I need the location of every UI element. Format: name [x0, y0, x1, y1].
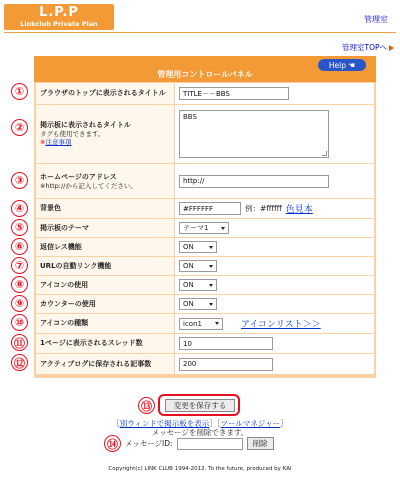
kanrishitsu-link[interactable]: 管理室: [364, 15, 388, 24]
setting-label: 返信レス機能: [36, 238, 174, 256]
setting-row-theme: [36, 219, 374, 237]
setting-row-autolink: [36, 257, 374, 275]
tool-manager-link[interactable]: ツールマネジャー: [220, 419, 281, 428]
counter-select-value: ON: [183, 300, 194, 308]
badge-5: ⑤: [11, 219, 28, 236]
setting-row-counter: [36, 295, 374, 313]
caution-link[interactable]: 注意事項: [45, 138, 72, 146]
setting-label: ブラウザのトップに表示されるタイトル: [36, 83, 174, 104]
logo-subtitle: Linkclub Private Plan: [20, 20, 98, 28]
setting-row-threads-per-page: [36, 334, 374, 353]
setting-label: 掲示板のテーマ: [36, 219, 174, 237]
theme-select[interactable]: [179, 222, 229, 234]
help-button[interactable]: [318, 59, 366, 71]
badge-11: ⑪: [11, 334, 28, 351]
panel-header: [34, 56, 376, 82]
logo[interactable]: [4, 4, 114, 30]
reply-select[interactable]: [179, 241, 217, 253]
setting-row-active-log: [36, 354, 374, 374]
counter-select[interactable]: [179, 298, 217, 310]
badge-7: ⑦: [11, 257, 28, 274]
chevron-down-icon: [215, 322, 219, 325]
save-button[interactable]: 変更を保存する: [165, 399, 235, 412]
bracket-open: ［: [112, 419, 120, 428]
badge-2: ②: [11, 119, 28, 136]
header-divider: [4, 32, 396, 33]
message-id-input[interactable]: [177, 438, 243, 450]
bgcolor-input[interactable]: #FFFFFF: [179, 202, 241, 215]
setting-label: 1ページに表示されるスレッド数: [36, 334, 174, 353]
setting-label: 背景色: [36, 199, 174, 218]
setting-row-board-title: [36, 105, 374, 163]
badge-4: ④: [11, 200, 28, 217]
badge-6: ⑥: [11, 238, 28, 255]
chevron-down-icon: [209, 284, 213, 287]
triangle-right-icon: [389, 45, 394, 51]
chevron-down-icon: [209, 303, 213, 306]
chevron-down-icon: [221, 227, 225, 230]
chevron-down-icon: [209, 246, 213, 249]
message-delete-row: [125, 437, 274, 450]
delete-note: メッセージを削除できます。: [151, 428, 249, 437]
delete-button[interactable]: 削除: [247, 437, 274, 450]
setting-row-reply: [36, 238, 374, 256]
icon-use-select[interactable]: [179, 279, 217, 291]
logo-title: L.P.P: [39, 5, 79, 20]
setting-row-icon-use: [36, 276, 374, 294]
setting-label: アイコンの種類: [36, 314, 174, 333]
resize-grip-icon[interactable]: [322, 151, 327, 156]
bgcolor-example: 例：#ffffff: [245, 204, 282, 213]
active-log-count-input[interactable]: 200: [179, 358, 273, 371]
bracket-sep: ］［: [209, 419, 221, 428]
reply-select-value: ON: [183, 243, 194, 251]
setting-label: カウンターの使用: [36, 295, 174, 313]
setting-label: アクティブログに保存される記事数: [36, 354, 174, 374]
open-board-window-link[interactable]: 別ウィンドで掲示板を表示: [119, 419, 210, 428]
setting-sublabel: ※http://から記入してください。: [40, 181, 137, 190]
badge-14: ⑭: [104, 435, 121, 452]
setting-row-bgcolor: [36, 199, 374, 218]
autolink-select[interactable]: [179, 260, 217, 272]
homepage-url-input[interactable]: http://: [179, 175, 329, 188]
setting-sublabel: タグも使用できます。: [40, 130, 105, 138]
setting-label: ホームページのアドレス: [40, 172, 117, 181]
panel-title: 管理用コントロールパネル: [157, 70, 253, 79]
message-id-label: メッセージID:: [125, 439, 173, 448]
setting-label: アイコンの使用: [36, 276, 174, 294]
autolink-select-value: ON: [183, 262, 194, 270]
bracket-close: ］: [280, 419, 288, 428]
badge-10: ⑩: [11, 314, 28, 331]
badge-12: ⑫: [11, 354, 28, 371]
badge-3: ③: [11, 172, 28, 189]
browser-title-input[interactable]: TITLE－－BBS: [179, 87, 289, 100]
setting-label: URLの自動リンク機能: [36, 257, 174, 275]
setting-row-homepage: [36, 164, 374, 198]
icon-list-link[interactable]: アイコンリスト＞＞: [241, 320, 321, 330]
setting-row-browser-title: [36, 83, 374, 104]
theme-select-value: テーマ1: [183, 224, 209, 232]
icon-type-select[interactable]: [179, 318, 223, 330]
admin-top-link-label: 管理室TOPへ: [341, 43, 387, 52]
badge-8: ⑧: [11, 276, 28, 293]
icon-type-select-value: icon1: [183, 319, 202, 328]
pointing-hand-icon: ☚: [347, 60, 356, 70]
icon-use-select-value: ON: [183, 281, 194, 289]
control-panel: [34, 56, 376, 378]
copyright: Copyright(c) LINK CLUB 1994-2012. To the future, produced by KAI: [108, 466, 292, 472]
chevron-down-icon: [209, 265, 213, 268]
badge-13: ⑬: [138, 397, 155, 414]
setting-label: 掲示板に表示されるタイトル: [40, 121, 131, 129]
badge-9: ⑨: [11, 295, 28, 312]
threads-per-page-input[interactable]: 10: [179, 337, 273, 350]
help-button-label: Help: [328, 60, 346, 70]
color-sample-link[interactable]: 色見本: [285, 205, 313, 215]
board-title-textarea[interactable]: [179, 110, 329, 158]
board-title-value: BBS: [183, 113, 197, 121]
note-mark: ※: [40, 138, 46, 146]
admin-top-link[interactable]: [342, 42, 394, 53]
badge-1: ①: [11, 83, 28, 100]
setting-row-icon-type: [36, 314, 374, 333]
